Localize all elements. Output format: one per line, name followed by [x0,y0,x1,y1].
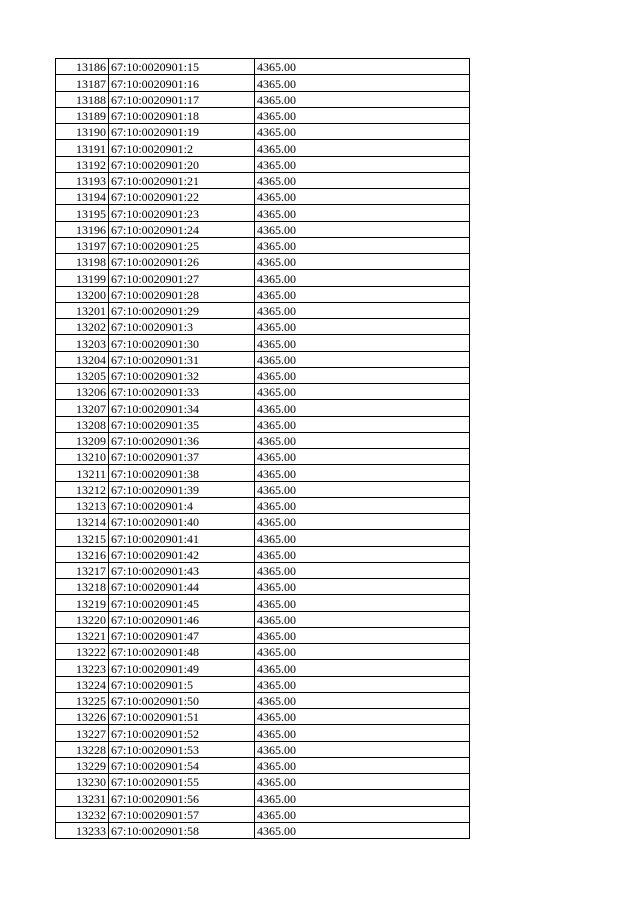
cadastral-number-cell: 67:10:0020901:44 [109,579,255,595]
cadastral-number-cell: 67:10:0020901:15 [109,59,255,75]
row-number-cell: 13200 [56,286,109,302]
row-number-cell: 13192 [56,156,109,172]
value-cell: 4365.00 [255,59,470,75]
value-cell: 4365.00 [255,757,470,773]
table-row [56,546,470,562]
cadastral-number-cell: 67:10:0020901:57 [109,806,255,822]
cadastral-number-cell: 67:10:0020901:40 [109,514,255,530]
table-row [56,107,470,123]
value-cell: 4365.00 [255,107,470,123]
table-row [56,692,470,708]
table-row [56,709,470,725]
table-row [56,172,470,188]
value-cell: 4365.00 [255,709,470,725]
table-row [56,205,470,221]
row-number-cell: 13196 [56,221,109,237]
cadastral-number-cell: 67:10:0020901:21 [109,172,255,188]
table-row [56,530,470,546]
cadastral-number-cell: 67:10:0020901:20 [109,156,255,172]
row-number-cell: 13224 [56,676,109,692]
row-number-cell: 13228 [56,741,109,757]
cadastral-number-cell: 67:10:0020901:54 [109,757,255,773]
value-cell: 4365.00 [255,286,470,302]
cadastral-number-cell: 67:10:0020901:26 [109,254,255,270]
cadastral-table [55,58,470,839]
value-cell: 4365.00 [255,416,470,432]
row-number-cell: 13206 [56,384,109,400]
row-number-cell: 13229 [56,757,109,773]
table-row [56,579,470,595]
table-row [56,237,470,253]
table-row [56,156,470,172]
row-number-cell: 13215 [56,530,109,546]
table-row [56,351,470,367]
cadastral-number-cell: 67:10:0020901:51 [109,709,255,725]
value-cell: 4365.00 [255,741,470,757]
value-cell: 4365.00 [255,546,470,562]
value-cell: 4365.00 [255,725,470,741]
row-number-cell: 13233 [56,822,109,838]
cadastral-number-cell: 67:10:0020901:35 [109,416,255,432]
cadastral-number-cell: 67:10:0020901:3 [109,319,255,335]
cadastral-number-cell: 67:10:0020901:24 [109,221,255,237]
table-row [56,91,470,107]
row-number-cell: 13231 [56,790,109,806]
table-row [56,497,470,513]
value-cell: 4365.00 [255,790,470,806]
row-number-cell: 13204 [56,351,109,367]
row-number-cell: 13226 [56,709,109,725]
table-row [56,367,470,383]
table-row [56,757,470,773]
value-cell: 4365.00 [255,205,470,221]
value-cell: 4365.00 [255,660,470,676]
cadastral-number-cell: 67:10:0020901:42 [109,546,255,562]
cadastral-number-cell: 67:10:0020901:58 [109,822,255,838]
value-cell: 4365.00 [255,172,470,188]
cadastral-number-cell: 67:10:0020901:41 [109,530,255,546]
row-number-cell: 13190 [56,124,109,140]
value-cell: 4365.00 [255,774,470,790]
cadastral-number-cell: 67:10:0020901:49 [109,660,255,676]
value-cell: 4365.00 [255,432,470,448]
row-number-cell: 13213 [56,497,109,513]
row-number-cell: 13232 [56,806,109,822]
value-cell: 4365.00 [255,627,470,643]
value-cell: 4365.00 [255,514,470,530]
row-number-cell: 13202 [56,319,109,335]
row-number-cell: 13195 [56,205,109,221]
value-cell: 4365.00 [255,465,470,481]
cadastral-number-cell: 67:10:0020901:30 [109,335,255,351]
table-row [56,124,470,140]
table-row [56,806,470,822]
cadastral-number-cell: 67:10:0020901:38 [109,465,255,481]
cadastral-number-cell: 67:10:0020901:2 [109,140,255,156]
row-number-cell: 13198 [56,254,109,270]
cadastral-number-cell: 67:10:0020901:33 [109,384,255,400]
row-number-cell: 13208 [56,416,109,432]
value-cell: 4365.00 [255,335,470,351]
value-cell: 4365.00 [255,449,470,465]
table-row [56,774,470,790]
cadastral-number-cell: 67:10:0020901:23 [109,205,255,221]
value-cell: 4365.00 [255,579,470,595]
table-row [56,676,470,692]
cadastral-number-cell: 67:10:0020901:43 [109,562,255,578]
row-number-cell: 13223 [56,660,109,676]
table-row [56,660,470,676]
value-cell: 4365.00 [255,124,470,140]
table-row [56,822,470,838]
cadastral-number-cell: 67:10:0020901:53 [109,741,255,757]
table-row [56,790,470,806]
cadastral-number-cell: 67:10:0020901:52 [109,725,255,741]
value-cell: 4365.00 [255,221,470,237]
value-cell: 4365.00 [255,384,470,400]
value-cell: 4365.00 [255,481,470,497]
table-row [56,221,470,237]
cadastral-number-cell: 67:10:0020901:56 [109,790,255,806]
row-number-cell: 13222 [56,644,109,660]
cadastral-number-cell: 67:10:0020901:36 [109,432,255,448]
cadastral-number-cell: 67:10:0020901:27 [109,270,255,286]
row-number-cell: 13194 [56,189,109,205]
value-cell: 4365.00 [255,237,470,253]
table-row [56,319,470,335]
row-number-cell: 13187 [56,75,109,91]
value-cell: 4365.00 [255,562,470,578]
cadastral-number-cell: 67:10:0020901:32 [109,367,255,383]
cadastral-number-cell: 67:10:0020901:19 [109,124,255,140]
table-row [56,611,470,627]
value-cell: 4365.00 [255,351,470,367]
value-cell: 4365.00 [255,367,470,383]
cadastral-number-cell: 67:10:0020901:28 [109,286,255,302]
cadastral-number-cell: 67:10:0020901:31 [109,351,255,367]
value-cell: 4365.00 [255,676,470,692]
value-cell: 4365.00 [255,156,470,172]
table-row [56,335,470,351]
table-row [56,562,470,578]
value-cell: 4365.00 [255,595,470,611]
row-number-cell: 13193 [56,172,109,188]
row-number-cell: 13216 [56,546,109,562]
cadastral-number-cell: 67:10:0020901:17 [109,91,255,107]
value-cell: 4365.00 [255,400,470,416]
row-number-cell: 13225 [56,692,109,708]
row-number-cell: 13207 [56,400,109,416]
row-number-cell: 13203 [56,335,109,351]
value-cell: 4365.00 [255,692,470,708]
table-row [56,627,470,643]
value-cell: 4365.00 [255,75,470,91]
row-number-cell: 13221 [56,627,109,643]
row-number-cell: 13188 [56,91,109,107]
cadastral-number-cell: 67:10:0020901:37 [109,449,255,465]
value-cell: 4365.00 [255,140,470,156]
row-number-cell: 13191 [56,140,109,156]
table-row [56,286,470,302]
value-cell: 4365.00 [255,530,470,546]
value-cell: 4365.00 [255,497,470,513]
value-cell: 4365.00 [255,189,470,205]
cadastral-number-cell: 67:10:0020901:39 [109,481,255,497]
row-number-cell: 13197 [56,237,109,253]
row-number-cell: 13220 [56,611,109,627]
table-body [56,59,470,839]
table-row [56,189,470,205]
table-row [56,75,470,91]
cadastral-number-cell: 67:10:0020901:55 [109,774,255,790]
table-row [56,741,470,757]
table-row [56,595,470,611]
table-row [56,514,470,530]
cadastral-number-cell: 67:10:0020901:46 [109,611,255,627]
value-cell: 4365.00 [255,270,470,286]
table-row [56,465,470,481]
cadastral-number-cell: 67:10:0020901:45 [109,595,255,611]
value-cell: 4365.00 [255,319,470,335]
value-cell: 4365.00 [255,254,470,270]
table-row [56,302,470,318]
cadastral-number-cell: 67:10:0020901:4 [109,497,255,513]
table-row [56,644,470,660]
cadastral-number-cell: 67:10:0020901:48 [109,644,255,660]
cadastral-number-cell: 67:10:0020901:5 [109,676,255,692]
table-row [56,270,470,286]
cadastral-number-cell: 67:10:0020901:25 [109,237,255,253]
cadastral-number-cell: 67:10:0020901:47 [109,627,255,643]
row-number-cell: 13201 [56,302,109,318]
row-number-cell: 13230 [56,774,109,790]
value-cell: 4365.00 [255,822,470,838]
row-number-cell: 13189 [56,107,109,123]
cadastral-number-cell: 67:10:0020901:16 [109,75,255,91]
table-row [56,449,470,465]
row-number-cell: 13210 [56,449,109,465]
row-number-cell: 13205 [56,367,109,383]
row-number-cell: 13199 [56,270,109,286]
row-number-cell: 13219 [56,595,109,611]
cadastral-number-cell: 67:10:0020901:34 [109,400,255,416]
value-cell: 4365.00 [255,91,470,107]
table-row [56,140,470,156]
table-row [56,416,470,432]
cadastral-number-cell: 67:10:0020901:50 [109,692,255,708]
row-number-cell: 13186 [56,59,109,75]
row-number-cell: 13209 [56,432,109,448]
row-number-cell: 13212 [56,481,109,497]
table-row [56,725,470,741]
row-number-cell: 13227 [56,725,109,741]
table-row [56,254,470,270]
row-number-cell: 13218 [56,579,109,595]
row-number-cell: 13214 [56,514,109,530]
cadastral-number-cell: 67:10:0020901:22 [109,189,255,205]
table-row [56,432,470,448]
value-cell: 4365.00 [255,302,470,318]
value-cell: 4365.00 [255,611,470,627]
cadastral-number-cell: 67:10:0020901:18 [109,107,255,123]
row-number-cell: 13217 [56,562,109,578]
table-row [56,481,470,497]
row-number-cell: 13211 [56,465,109,481]
table-row [56,400,470,416]
cadastral-number-cell: 67:10:0020901:29 [109,302,255,318]
value-cell: 4365.00 [255,806,470,822]
table-row [56,59,470,75]
table-row [56,384,470,400]
value-cell: 4365.00 [255,644,470,660]
